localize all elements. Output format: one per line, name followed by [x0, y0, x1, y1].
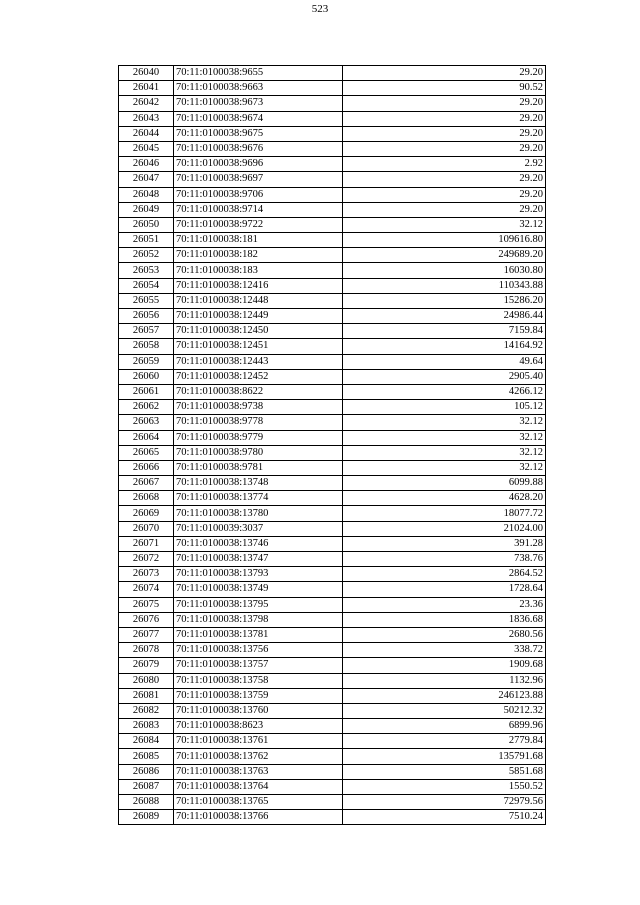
- value-cell: 16030.80: [343, 263, 546, 278]
- cadastral-number-cell: 70:11:0100038:8623: [174, 719, 343, 734]
- row-number-cell: 26060: [119, 369, 174, 384]
- table-row: [119, 111, 546, 126]
- value-cell: 29.20: [343, 126, 546, 141]
- cadastral-number-cell: 70:11:0100038:13759: [174, 688, 343, 703]
- table-row: [119, 369, 546, 384]
- row-number-cell: 26078: [119, 643, 174, 658]
- row-number-cell: 26052: [119, 248, 174, 263]
- value-cell: 7510.24: [343, 810, 546, 825]
- cadastral-number-cell: 70:11:0100038:9738: [174, 400, 343, 415]
- row-number-cell: 26085: [119, 749, 174, 764]
- value-cell: 5851.68: [343, 764, 546, 779]
- table-row: [119, 658, 546, 673]
- value-cell: 32.12: [343, 445, 546, 460]
- cadastral-number-cell: 70:11:0100038:9778: [174, 415, 343, 430]
- value-cell: 90.52: [343, 81, 546, 96]
- row-number-cell: 26065: [119, 445, 174, 460]
- row-number-cell: 26082: [119, 703, 174, 718]
- cadastral-number-cell: 70:11:0100038:13746: [174, 536, 343, 551]
- table-row: [119, 233, 546, 248]
- table-row: [119, 460, 546, 475]
- table-row: [119, 643, 546, 658]
- cadastral-number-cell: 70:11:0100038:13763: [174, 764, 343, 779]
- row-number-cell: 26069: [119, 506, 174, 521]
- value-cell: 72979.56: [343, 795, 546, 810]
- value-cell: 110343.88: [343, 278, 546, 293]
- row-number-cell: 26081: [119, 688, 174, 703]
- table-row: [119, 734, 546, 749]
- row-number-cell: 26047: [119, 172, 174, 187]
- table-row: [119, 612, 546, 627]
- value-cell: 24986.44: [343, 309, 546, 324]
- value-cell: 2864.52: [343, 567, 546, 582]
- table-row: [119, 172, 546, 187]
- value-cell: 32.12: [343, 460, 546, 475]
- table-row: [119, 324, 546, 339]
- row-number-cell: 26048: [119, 187, 174, 202]
- row-number-cell: 26076: [119, 612, 174, 627]
- value-cell: 2779.84: [343, 734, 546, 749]
- row-number-cell: 26049: [119, 202, 174, 217]
- table-row: [119, 552, 546, 567]
- row-number-cell: 26067: [119, 476, 174, 491]
- row-number-cell: 26071: [119, 536, 174, 551]
- value-cell: 7159.84: [343, 324, 546, 339]
- value-cell: 6099.88: [343, 476, 546, 491]
- value-cell: 15286.20: [343, 293, 546, 308]
- cadastral-number-cell: 70:11:0100038:8622: [174, 384, 343, 399]
- value-cell: 1132.96: [343, 673, 546, 688]
- row-number-cell: 26042: [119, 96, 174, 111]
- value-cell: 32.12: [343, 415, 546, 430]
- value-cell: 18077.72: [343, 506, 546, 521]
- value-cell: 50212.32: [343, 703, 546, 718]
- table-row: [119, 309, 546, 324]
- table-row: [119, 567, 546, 582]
- table-row: [119, 779, 546, 794]
- table-row: [119, 187, 546, 202]
- row-number-cell: 26087: [119, 779, 174, 794]
- table-body: [119, 66, 546, 825]
- value-cell: 14164.92: [343, 339, 546, 354]
- row-number-cell: 26056: [119, 309, 174, 324]
- row-number-cell: 26077: [119, 627, 174, 642]
- value-cell: 32.12: [343, 217, 546, 232]
- cadastral-number-cell: 70:11:0100038:13756: [174, 643, 343, 658]
- table-row: [119, 263, 546, 278]
- table-row: [119, 506, 546, 521]
- cadastral-table: [118, 65, 546, 825]
- table-row: [119, 703, 546, 718]
- cadastral-number-cell: 70:11:0100038:13758: [174, 673, 343, 688]
- row-number-cell: 26084: [119, 734, 174, 749]
- table-row: [119, 764, 546, 779]
- value-cell: 4266.12: [343, 384, 546, 399]
- table-row: [119, 430, 546, 445]
- value-cell: 249689.20: [343, 248, 546, 263]
- table-row: [119, 248, 546, 263]
- cadastral-number-cell: 70:11:0100038:12452: [174, 369, 343, 384]
- row-number-cell: 26054: [119, 278, 174, 293]
- value-cell: 2.92: [343, 157, 546, 172]
- cadastral-number-cell: 70:11:0100038:9663: [174, 81, 343, 96]
- table-row: [119, 795, 546, 810]
- table-row: [119, 688, 546, 703]
- cadastral-number-cell: 70:11:0100039:3037: [174, 521, 343, 536]
- value-cell: 2680.56: [343, 627, 546, 642]
- table-row: [119, 126, 546, 141]
- value-cell: 23.36: [343, 597, 546, 612]
- row-number-cell: 26041: [119, 81, 174, 96]
- table-row: [119, 597, 546, 612]
- cadastral-number-cell: 70:11:0100038:13781: [174, 627, 343, 642]
- cadastral-number-cell: 70:11:0100038:13748: [174, 476, 343, 491]
- row-number-cell: 26086: [119, 764, 174, 779]
- value-cell: 29.20: [343, 66, 546, 81]
- table-row: [119, 354, 546, 369]
- cadastral-number-cell: 70:11:0100038:9722: [174, 217, 343, 232]
- row-number-cell: 26046: [119, 157, 174, 172]
- cadastral-number-cell: 70:11:0100038:12450: [174, 324, 343, 339]
- table-row: [119, 627, 546, 642]
- cadastral-number-cell: 70:11:0100038:183: [174, 263, 343, 278]
- cadastral-number-cell: 70:11:0100038:9706: [174, 187, 343, 202]
- table-row: [119, 536, 546, 551]
- cadastral-number-cell: 70:11:0100038:13795: [174, 597, 343, 612]
- cadastral-number-cell: 70:11:0100038:9697: [174, 172, 343, 187]
- row-number-cell: 26061: [119, 384, 174, 399]
- table-row: [119, 673, 546, 688]
- cadastral-number-cell: 70:11:0100038:13793: [174, 567, 343, 582]
- value-cell: 29.20: [343, 172, 546, 187]
- row-number-cell: 26055: [119, 293, 174, 308]
- row-number-cell: 26083: [119, 719, 174, 734]
- cadastral-number-cell: 70:11:0100038:9780: [174, 445, 343, 460]
- value-cell: 29.20: [343, 111, 546, 126]
- row-number-cell: 26075: [119, 597, 174, 612]
- cadastral-number-cell: 70:11:0100038:181: [174, 233, 343, 248]
- cadastral-number-cell: 70:11:0100038:13766: [174, 810, 343, 825]
- cadastral-number-cell: 70:11:0100038:13761: [174, 734, 343, 749]
- value-cell: 246123.88: [343, 688, 546, 703]
- value-cell: 135791.68: [343, 749, 546, 764]
- value-cell: 29.20: [343, 141, 546, 156]
- cadastral-number-cell: 70:11:0100038:13798: [174, 612, 343, 627]
- value-cell: 21024.00: [343, 521, 546, 536]
- table-row: [119, 521, 546, 536]
- row-number-cell: 26063: [119, 415, 174, 430]
- row-number-cell: 26064: [119, 430, 174, 445]
- row-number-cell: 26089: [119, 810, 174, 825]
- table-row: [119, 293, 546, 308]
- row-number-cell: 26074: [119, 582, 174, 597]
- value-cell: 1909.68: [343, 658, 546, 673]
- table-row: [119, 217, 546, 232]
- table-row: [119, 400, 546, 415]
- value-cell: 2905.40: [343, 369, 546, 384]
- table-row: [119, 96, 546, 111]
- table-row: [119, 202, 546, 217]
- table-row: [119, 810, 546, 825]
- cadastral-number-cell: 70:11:0100038:9655: [174, 66, 343, 81]
- row-number-cell: 26040: [119, 66, 174, 81]
- row-number-cell: 26068: [119, 491, 174, 506]
- cadastral-number-cell: 70:11:0100038:9696: [174, 157, 343, 172]
- cadastral-number-cell: 70:11:0100038:182: [174, 248, 343, 263]
- row-number-cell: 26072: [119, 552, 174, 567]
- cadastral-number-cell: 70:11:0100038:13764: [174, 779, 343, 794]
- cadastral-number-cell: 70:11:0100038:13749: [174, 582, 343, 597]
- cadastral-number-cell: 70:11:0100038:13774: [174, 491, 343, 506]
- cadastral-number-cell: 70:11:0100038:9779: [174, 430, 343, 445]
- row-number-cell: 26080: [119, 673, 174, 688]
- table-row: [119, 339, 546, 354]
- row-number-cell: 26079: [119, 658, 174, 673]
- row-number-cell: 26050: [119, 217, 174, 232]
- row-number-cell: 26062: [119, 400, 174, 415]
- cadastral-number-cell: 70:11:0100038:13780: [174, 506, 343, 521]
- row-number-cell: 26053: [119, 263, 174, 278]
- value-cell: 29.20: [343, 202, 546, 217]
- cadastral-number-cell: 70:11:0100038:9676: [174, 141, 343, 156]
- value-cell: 4628.20: [343, 491, 546, 506]
- value-cell: 29.20: [343, 96, 546, 111]
- table-row: [119, 66, 546, 81]
- table-row: [119, 476, 546, 491]
- row-number-cell: 26043: [119, 111, 174, 126]
- table-row: [119, 141, 546, 156]
- page-number: 523: [311, 3, 329, 15]
- cadastral-number-cell: 70:11:0100038:12416: [174, 278, 343, 293]
- cadastral-number-cell: 70:11:0100038:9781: [174, 460, 343, 475]
- cadastral-number-cell: 70:11:0100038:13757: [174, 658, 343, 673]
- cadastral-number-cell: 70:11:0100038:9675: [174, 126, 343, 141]
- table-row: [119, 81, 546, 96]
- value-cell: 29.20: [343, 187, 546, 202]
- table-row: [119, 491, 546, 506]
- cadastral-number-cell: 70:11:0100038:13765: [174, 795, 343, 810]
- cadastral-number-cell: 70:11:0100038:12443: [174, 354, 343, 369]
- cadastral-number-cell: 70:11:0100038:9673: [174, 96, 343, 111]
- row-number-cell: 26057: [119, 324, 174, 339]
- row-number-cell: 26073: [119, 567, 174, 582]
- value-cell: 49.64: [343, 354, 546, 369]
- table-row: [119, 582, 546, 597]
- cadastral-number-cell: 70:11:0100038:13762: [174, 749, 343, 764]
- row-number-cell: 26045: [119, 141, 174, 156]
- value-cell: 1728.64: [343, 582, 546, 597]
- table-row: [119, 445, 546, 460]
- table-row: [119, 719, 546, 734]
- cadastral-number-cell: 70:11:0100038:12448: [174, 293, 343, 308]
- cadastral-number-cell: 70:11:0100038:9714: [174, 202, 343, 217]
- value-cell: 32.12: [343, 430, 546, 445]
- table-row: [119, 157, 546, 172]
- cadastral-number-cell: 70:11:0100038:13760: [174, 703, 343, 718]
- row-number-cell: 26058: [119, 339, 174, 354]
- value-cell: 1836.68: [343, 612, 546, 627]
- row-number-cell: 26044: [119, 126, 174, 141]
- row-number-cell: 26088: [119, 795, 174, 810]
- value-cell: 109616.80: [343, 233, 546, 248]
- table-row: [119, 749, 546, 764]
- value-cell: 1550.52: [343, 779, 546, 794]
- value-cell: 105.12: [343, 400, 546, 415]
- row-number-cell: 26066: [119, 460, 174, 475]
- cadastral-number-cell: 70:11:0100038:13747: [174, 552, 343, 567]
- cadastral-number-cell: 70:11:0100038:12451: [174, 339, 343, 354]
- table-row: [119, 384, 546, 399]
- value-cell: 6899.96: [343, 719, 546, 734]
- row-number-cell: 26051: [119, 233, 174, 248]
- cadastral-number-cell: 70:11:0100038:9674: [174, 111, 343, 126]
- table-row: [119, 415, 546, 430]
- value-cell: 391.28: [343, 536, 546, 551]
- row-number-cell: 26070: [119, 521, 174, 536]
- row-number-cell: 26059: [119, 354, 174, 369]
- cadastral-number-cell: 70:11:0100038:12449: [174, 309, 343, 324]
- value-cell: 738.76: [343, 552, 546, 567]
- table-row: [119, 278, 546, 293]
- value-cell: 338.72: [343, 643, 546, 658]
